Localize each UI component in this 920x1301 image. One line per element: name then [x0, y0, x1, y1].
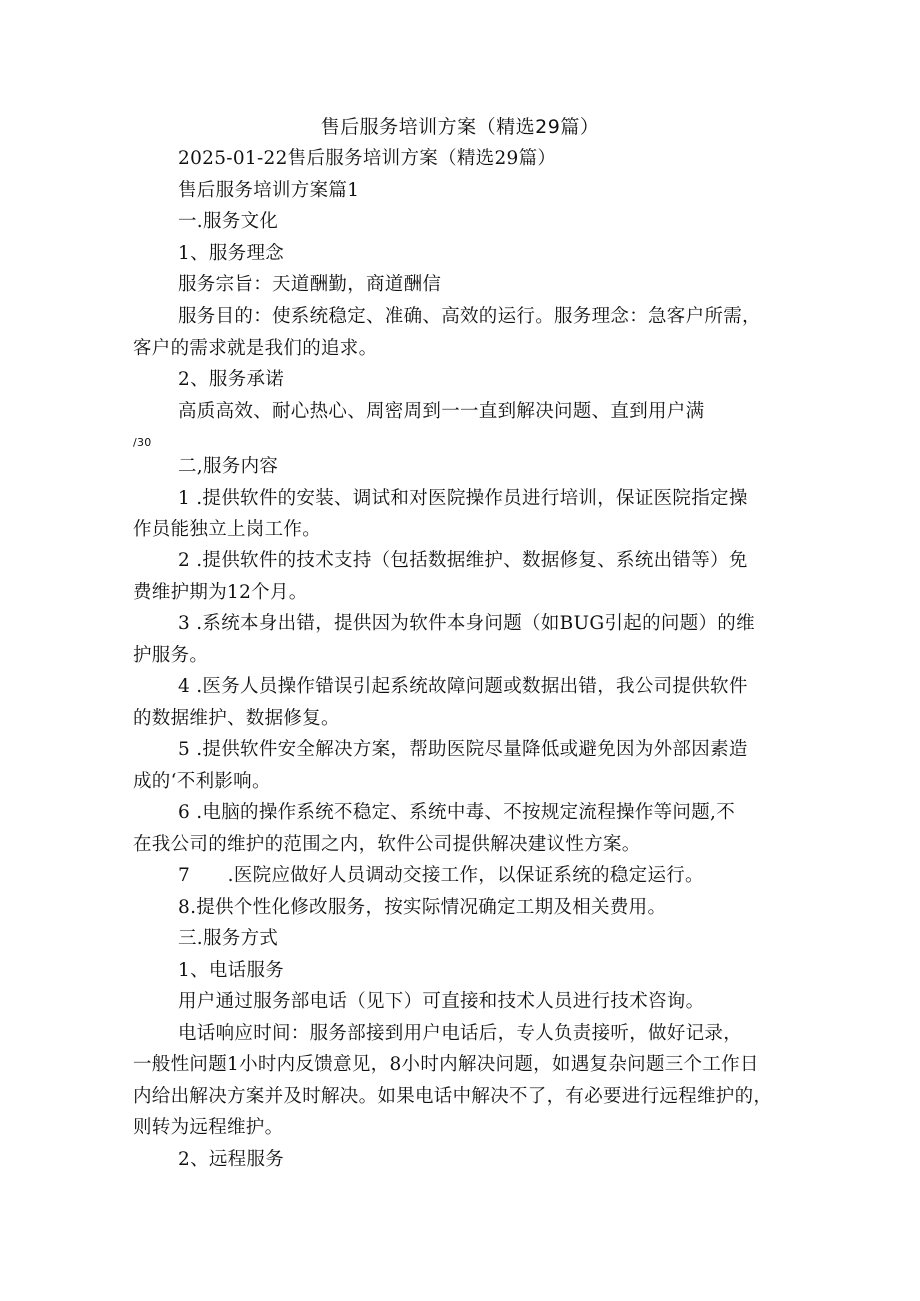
item-2-line2: 费维护期为12个月。	[133, 582, 308, 603]
item-1-line2: 作员能独立上岗工作。	[133, 519, 322, 540]
item-4-line1: 4 .医务人员操作错误引起系统故障问题或数据出错，我公司提供软件	[178, 676, 748, 697]
heading-remote-service: 2、远程服务	[178, 1149, 285, 1170]
paragraph-response-line1: 电话响应时间：服务部接到用户电话后，专人负责接听，做好记录，	[178, 1023, 743, 1044]
heading-service-content: 二,服务内容	[178, 456, 279, 477]
item-7: 7 .医院应做好人员调动交接工作，以保证系统的稳定运行。	[178, 865, 704, 886]
item-4-line2: 的数据维护、数据修复。	[133, 708, 340, 729]
paragraph-purpose: 服务宗旨：天道酬勤，商道酬信	[178, 274, 442, 295]
paragraph-goal-line2: 客户的需求就是我们的追求。	[133, 338, 378, 359]
paragraph-promise-line1: 高质高效、耐心热心、周密周到一一直到解决问题、直到用户满	[178, 401, 705, 422]
paragraph-goal-line1: 服务目的：使系统稳定、准确、高效的运行。服务理念：急客户所需，	[178, 306, 761, 327]
item-2-line1: 2 .提供软件的技术支持（包括数据维护、数据修复、系统出错等）免	[178, 550, 748, 571]
paragraph-response-line2: 一般性问题1小时内反馈意见，8小时内解决问题，如遇复杂问题三个工作日	[133, 1054, 759, 1075]
paragraph-response-line4: 则转为远程维护。	[133, 1117, 284, 1138]
section-title: 售后服务培训方案篇1	[178, 180, 360, 201]
heading-service-concept: 1、服务理念	[178, 243, 285, 264]
date-line: 2025-01-22售后服务培训方案（精选29篇）	[178, 148, 557, 169]
paragraph-response-line3: 内给出解决方案并及时解决。如果电话中解决不了，有必要进行远程维护的，	[133, 1086, 773, 1107]
item-3-line1: 3 .系统本身出错，提供因为软件本身问题（如BUG引起的问题）的维	[178, 613, 755, 634]
heading-service-method: 三.服务方式	[178, 928, 279, 949]
item-3-line2: 护服务。	[133, 645, 209, 666]
item-1-line1: 1 .提供软件的安装、调试和对医院操作员进行培训，保证医院指定操	[178, 488, 748, 509]
item-6-line2: 在我公司的维护的范围之内，软件公司提供解决建议性方案。	[133, 834, 641, 855]
heading-service-culture: 一.服务文化	[178, 211, 279, 232]
heading-service-promise: 2、服务承诺	[178, 369, 285, 390]
item-5-line2: 成的‘不利影响。	[133, 771, 271, 792]
paragraph-promise-line2: /30	[133, 436, 152, 449]
document-title: 售后服务培训方案（精选29篇）	[320, 116, 600, 138]
paragraph-phone: 用户通过服务部电话（见下）可直接和技术人员进行技术咨询。	[178, 991, 705, 1012]
item-6-line1: 6 .电脑的操作系统不稳定、系统中毒、不按规定流程操作等问题,不	[178, 802, 736, 823]
item-8: 8.提供个性化修改服务，按实际情况确定工期及相关费用。	[178, 897, 667, 918]
heading-phone-service: 1、电话服务	[178, 960, 285, 981]
item-5-line1: 5 .提供软件安全解决方案，帮助医院尽量降低或避免因为外部因素造	[178, 739, 748, 760]
